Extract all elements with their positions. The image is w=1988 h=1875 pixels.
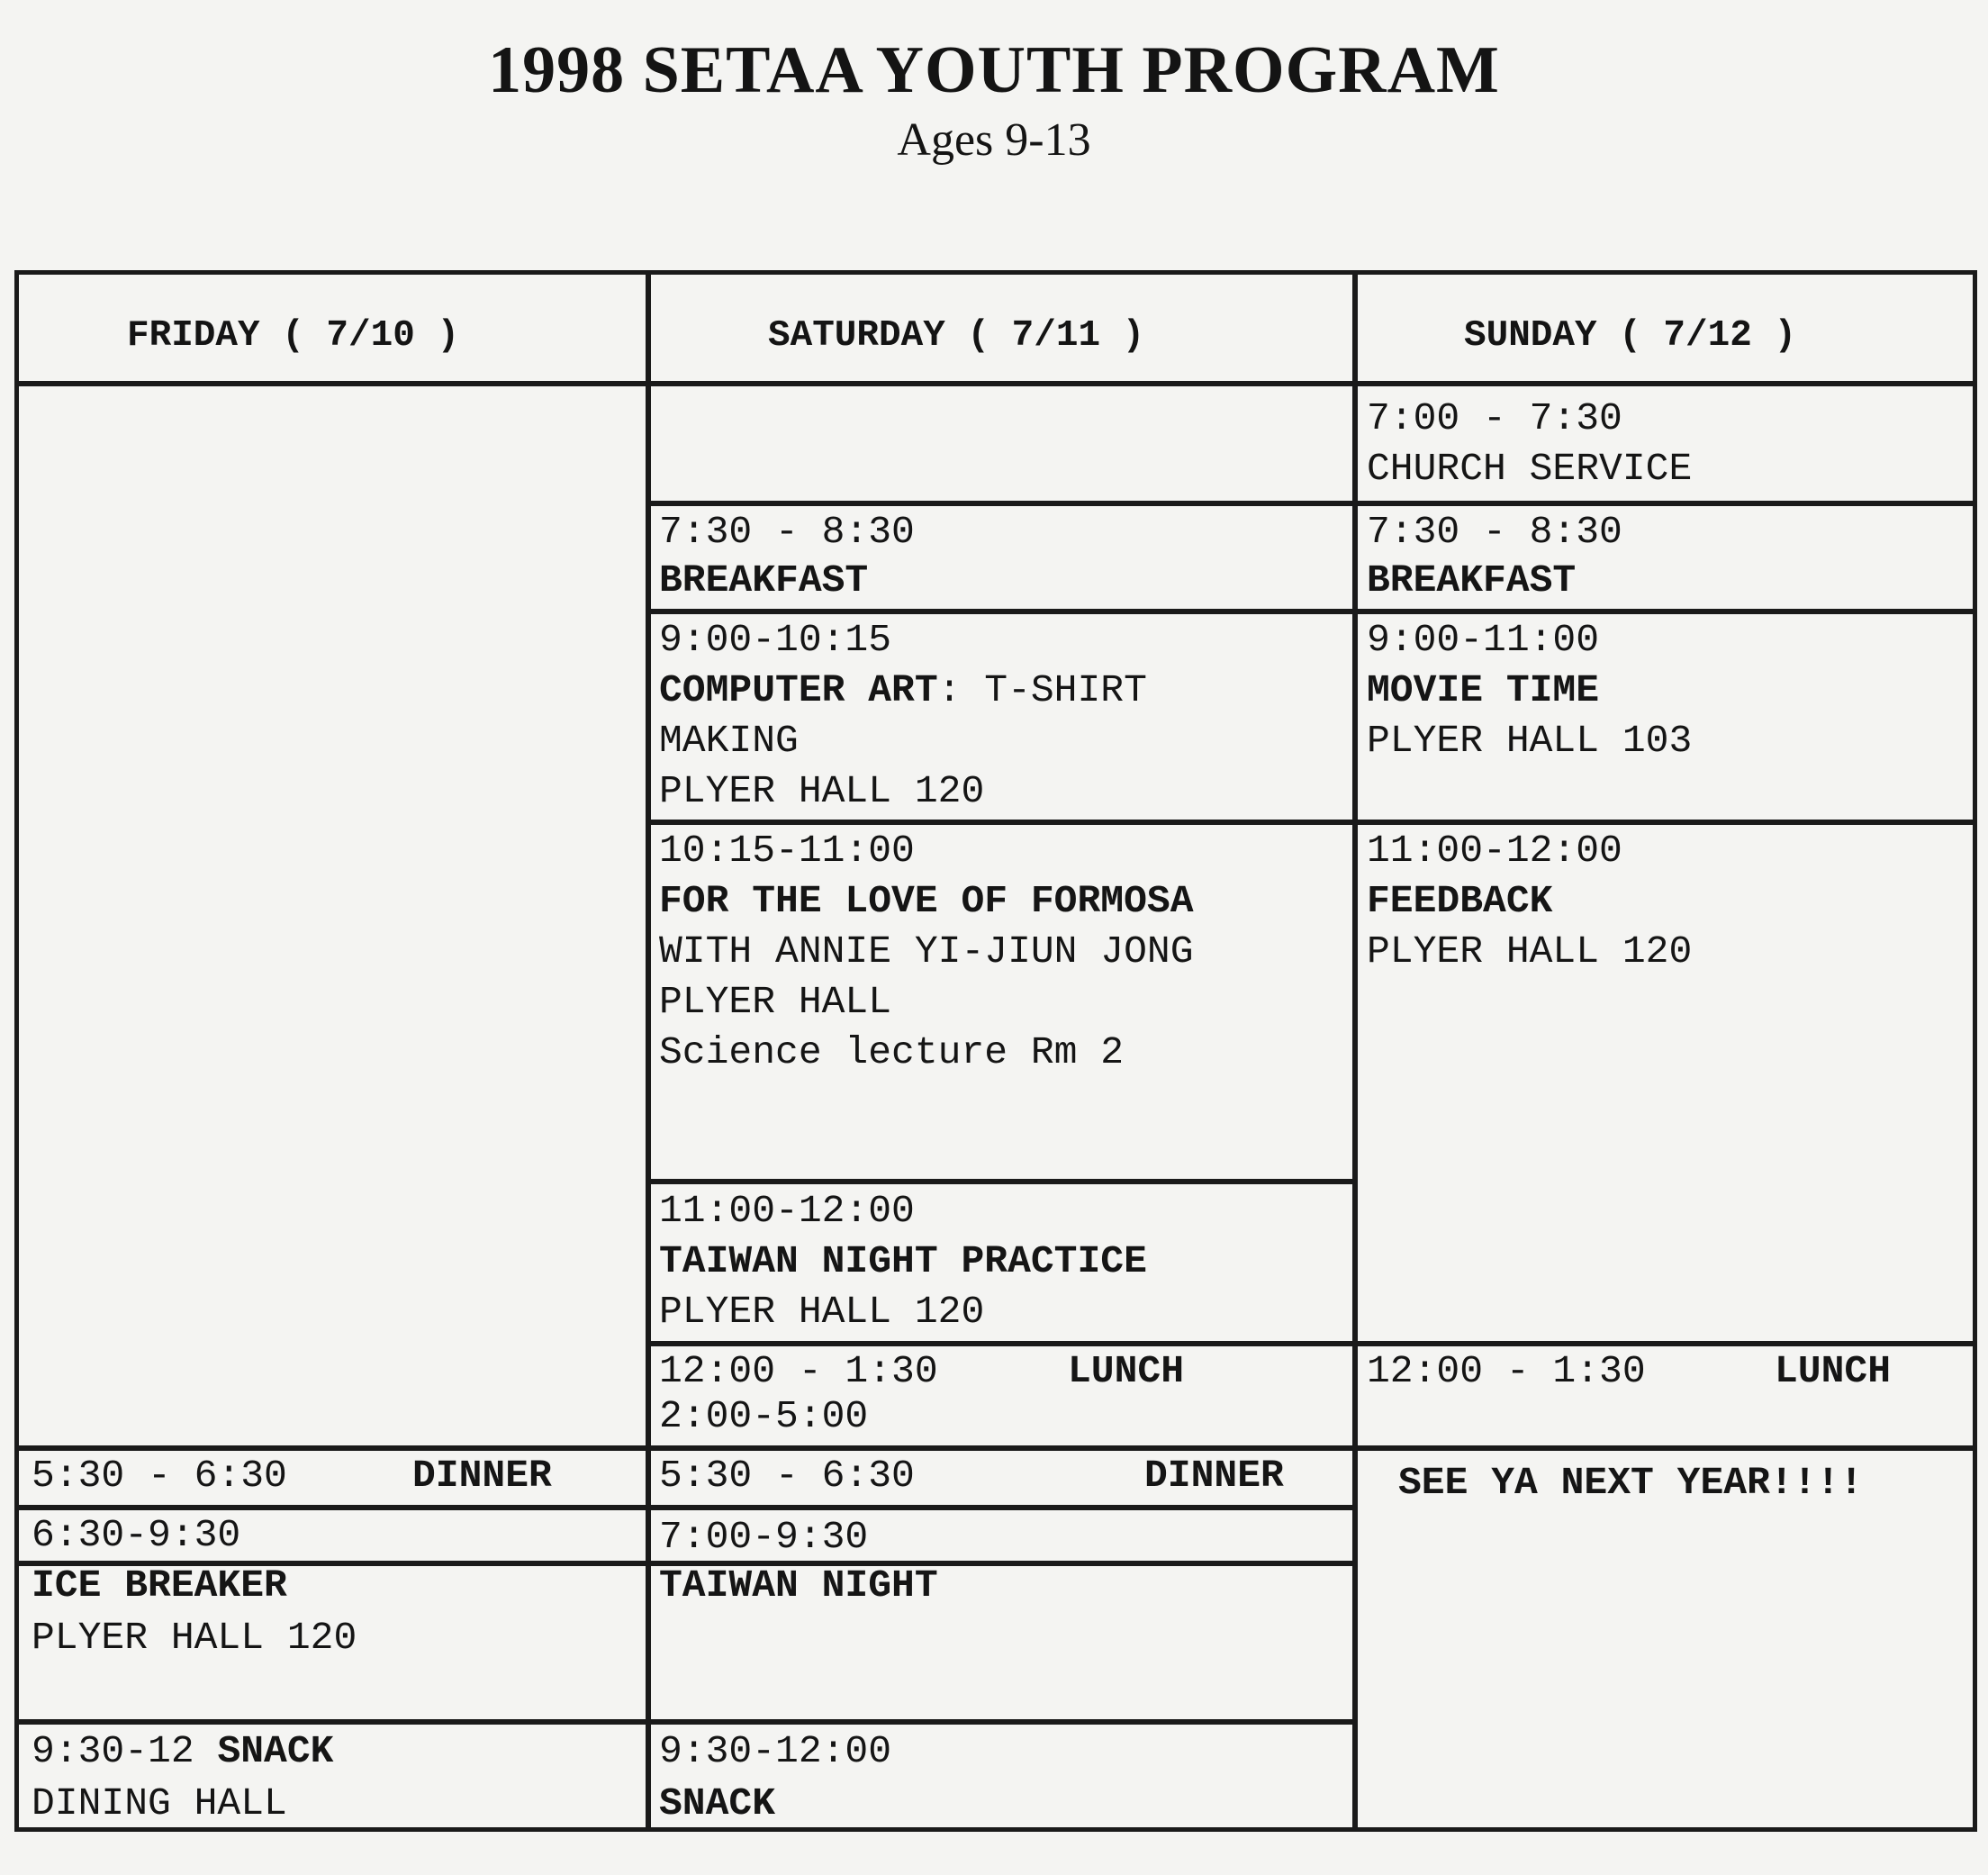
saturday-night-title: TAIWAN NIGHT: [659, 1563, 938, 1608]
saturday-header: SATURDAY ( 7/11 ): [768, 315, 1145, 357]
saturday-dinner-time: 5:30 - 6:30: [659, 1454, 915, 1498]
friday-snack-line: [32, 1726, 333, 1777]
saturday-snack-label: SNACK: [659, 1781, 776, 1825]
sunday-breakfast-time: 7:30 - 8:30: [1367, 510, 1622, 554]
page-subtitle: Ages 9-13: [897, 114, 1091, 166]
schedule-table: [14, 270, 1977, 1832]
saturday-formosa-title: FOR THE LOVE OF FORMOSA: [659, 879, 1194, 923]
saturday-art-place: PLYER HALL 120: [659, 769, 985, 813]
row-divider: [646, 820, 1352, 825]
saturday-art-title-line: [659, 666, 1147, 716]
row-divider: [646, 1505, 1352, 1510]
saturday-formosa-line2: WITH ANNIE YI-JIUN JONG: [659, 929, 1194, 974]
sunday-lunch-label: LUNCH: [1775, 1349, 1892, 1393]
saturday-formosa-line3: PLYER HALL: [659, 980, 892, 1024]
row-divider: [1352, 501, 1977, 506]
saturday-breakfast-label: BREAKFAST: [659, 558, 869, 602]
saturday-art-time: 9:00-10:15: [659, 618, 892, 662]
page-title: 1998 SETAA YOUTH PROGRAM: [488, 33, 1500, 107]
sunday-movie-time: 9:00-11:00: [1367, 618, 1600, 662]
sunday-farewell: SEE YA NEXT YEAR!!!!: [1398, 1461, 1864, 1505]
row-divider: [646, 609, 1352, 614]
sunday-lunch-time: 12:00 - 1:30: [1367, 1349, 1646, 1393]
friday-icebreaker-place: PLYER HALL 120: [32, 1616, 357, 1660]
row-divider: [1352, 609, 1977, 614]
saturday-practice-title: TAIWAN NIGHT PRACTICE: [659, 1239, 1147, 1283]
friday-dinner-label: DINNER: [412, 1454, 552, 1498]
saturday-art-line2: MAKING: [659, 719, 799, 763]
saturday-snack-time: 9:30-12:00: [659, 1729, 892, 1773]
saturday-breakfast-time: 7:30 - 8:30: [659, 510, 915, 554]
saturday-art-title-rest: : T-SHIRT: [937, 668, 1147, 712]
row-divider: [19, 1719, 646, 1725]
saturday-dinner-label: DINNER: [1144, 1454, 1284, 1498]
friday-icebreaker-title: ICE BREAKER: [32, 1563, 287, 1608]
friday-dinner-time: 5:30 - 6:30: [32, 1454, 287, 1498]
header-divider: [19, 381, 1977, 386]
sunday-feedback-title: FEEDBACK: [1367, 879, 1553, 923]
sunday-church-time: 7:00 - 7:30: [1367, 396, 1622, 440]
sunday-header: SUNDAY ( 7/12 ): [1464, 315, 1797, 357]
row-divider: [646, 501, 1352, 506]
column-divider: [646, 275, 651, 1832]
sunday-church-label: CHURCH SERVICE: [1367, 447, 1693, 491]
sunday-movie-place: PLYER HALL 103: [1367, 719, 1693, 763]
sunday-feedback-time: 11:00-12:00: [1367, 829, 1622, 873]
row-divider: [646, 1719, 1352, 1725]
friday-snack-label: SNACK: [217, 1729, 334, 1773]
friday-snack-time: 9:30-12: [32, 1729, 218, 1773]
sunday-breakfast-label: BREAKFAST: [1367, 558, 1577, 602]
row-divider: [646, 1179, 1352, 1184]
row-divider: [1352, 820, 1977, 825]
friday-header: FRIDAY ( 7/10 ): [127, 315, 460, 357]
saturday-lunch-label: LUNCH: [1068, 1349, 1185, 1393]
friday-icebreaker-time: 6:30-9:30: [32, 1513, 241, 1557]
sunday-feedback-place: PLYER HALL 120: [1367, 929, 1693, 974]
saturday-afternoon-time: 2:00-5:00: [659, 1394, 869, 1438]
saturday-formosa-line4: Science lecture Rm 2: [659, 1030, 1125, 1074]
row-divider: [1352, 1445, 1977, 1451]
saturday-art-title: COMPUTER ART: [659, 668, 938, 712]
column-divider: [1352, 275, 1358, 1832]
saturday-formosa-time: 10:15-11:00: [659, 829, 915, 873]
saturday-lunch-time: 12:00 - 1:30: [659, 1349, 938, 1393]
saturday-night-time: 7:00-9:30: [659, 1515, 869, 1559]
saturday-practice-time: 11:00-12:00: [659, 1189, 915, 1233]
saturday-practice-place: PLYER HALL 120: [659, 1290, 985, 1334]
sunday-movie-title: MOVIE TIME: [1367, 668, 1600, 712]
friday-snack-place: DINING HALL: [32, 1781, 287, 1825]
